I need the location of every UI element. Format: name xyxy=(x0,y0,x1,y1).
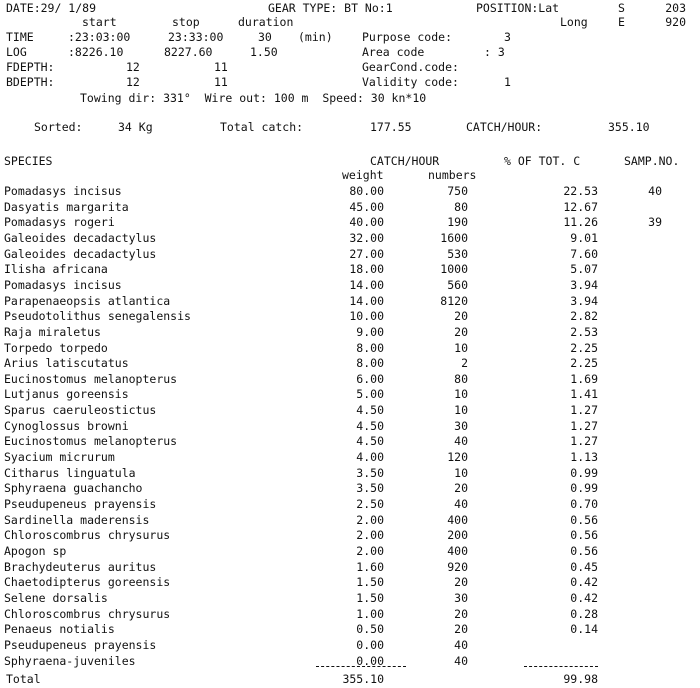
percent-value: 2.82 xyxy=(570,309,598,323)
log-distance: 1.50 xyxy=(250,45,278,59)
numbers-value: 80 xyxy=(454,372,468,386)
weight-value: 4.50 xyxy=(356,403,384,417)
weight-value: 4.50 xyxy=(356,419,384,433)
numbers-value: 20 xyxy=(454,309,468,323)
weight-value: 0.00 xyxy=(356,638,384,652)
percent-value: 11.26 xyxy=(563,215,598,229)
time-label: TIME xyxy=(6,30,34,44)
species-name: Parapenaeopsis atlantica xyxy=(4,294,171,308)
numbers-value: 1600 xyxy=(440,231,468,245)
weight-value: 0.50 xyxy=(356,622,384,636)
weight-value: 3.50 xyxy=(356,481,384,495)
weight-value: 40.00 xyxy=(349,215,384,229)
percent-value: 5.07 xyxy=(570,262,598,276)
area-code-label: Area code xyxy=(362,45,425,59)
percent-value: 1.69 xyxy=(570,372,598,386)
weight-value: 1.50 xyxy=(356,575,384,589)
weight-total-rule xyxy=(316,666,406,667)
percent-value: 0.56 xyxy=(570,544,598,558)
percent-value: 12.67 xyxy=(563,200,598,214)
species-name: Pomadasys rogeri xyxy=(4,215,115,229)
species-name: Sphyraena-juveniles xyxy=(4,654,136,668)
percent-value: 2.25 xyxy=(570,356,598,370)
numbers-value: 120 xyxy=(447,450,468,464)
species-name: Arius latiscutatus xyxy=(4,356,129,370)
numbers-value: 20 xyxy=(454,607,468,621)
area-code-value: : 3 xyxy=(484,45,505,59)
weight-value: 3.50 xyxy=(356,466,384,480)
long-value: 920 xyxy=(665,15,686,29)
species-name: Chaetodipterus goreensis xyxy=(4,575,171,589)
percent-value: 3.94 xyxy=(570,294,598,308)
species-name: Ilisha africana xyxy=(4,262,108,276)
total-label: Total xyxy=(6,672,41,686)
sample-no-value: 39 xyxy=(648,215,662,229)
numbers-value: 1000 xyxy=(440,262,468,276)
species-name: Dasyatis margarita xyxy=(4,200,129,214)
time-stop: 23:33:00 xyxy=(168,30,224,44)
species-name: Sardinella maderensis xyxy=(4,513,150,527)
weight-value: 14.00 xyxy=(349,278,384,292)
col-start-label: start xyxy=(82,15,117,29)
weight-value: 18.00 xyxy=(349,262,384,276)
species-name: Eucinostomus melanopterus xyxy=(4,434,178,448)
log-stop: 8227.60 xyxy=(164,45,213,59)
time-unit: (min) xyxy=(298,30,333,44)
numbers-value: 20 xyxy=(454,575,468,589)
total-weight: 355.10 xyxy=(342,672,384,686)
sample-no-column-header: SAMP.NO. xyxy=(624,154,680,168)
percent-value: 0.99 xyxy=(570,481,598,495)
lat-value: 203 xyxy=(665,1,686,15)
numbers-value: 200 xyxy=(447,528,468,542)
percent-value: 0.56 xyxy=(570,528,598,542)
numbers-value: 400 xyxy=(447,513,468,527)
species-name: Pseudupeneus prayensis xyxy=(4,497,157,511)
weight-value: 2.00 xyxy=(356,544,384,558)
percent-value: 0.56 xyxy=(570,513,598,527)
weight-value: 8.00 xyxy=(356,341,384,355)
species-name: Brachydeuterus auritus xyxy=(4,560,157,574)
weight-value: 4.00 xyxy=(356,450,384,464)
time-start: :23:03:00 xyxy=(68,30,131,44)
species-name: Pomadasys incisus xyxy=(4,278,122,292)
bdepth-stop: 11 xyxy=(214,75,228,89)
species-name: Apogon sp xyxy=(4,544,67,558)
col-stop-label: stop xyxy=(172,15,200,29)
numbers-value: 20 xyxy=(454,622,468,636)
numbers-value: 10 xyxy=(454,466,468,480)
percent-value: 1.27 xyxy=(570,434,598,448)
sorted-label: Sorted: xyxy=(34,120,83,134)
weight-value: 1.60 xyxy=(356,560,384,574)
pct-total-rule xyxy=(524,666,598,667)
percent-value: 0.28 xyxy=(570,607,598,621)
numbers-subheader: numbers xyxy=(428,168,477,182)
percent-value: 0.70 xyxy=(570,497,598,511)
species-name: Sphyraena guachancho xyxy=(4,481,143,495)
weight-value: 10.00 xyxy=(349,309,384,323)
species-name: Lutjanus goreensis xyxy=(4,387,129,401)
percent-value: 1.41 xyxy=(570,387,598,401)
numbers-value: 190 xyxy=(447,215,468,229)
species-name: Syacium micrurum xyxy=(4,450,115,464)
total-catch-label: Total catch: xyxy=(220,120,304,134)
purpose-code-value: 3 xyxy=(504,30,511,44)
fdepth-stop: 11 xyxy=(214,60,228,74)
species-name: Pseudotolithus senegalensis xyxy=(4,309,191,323)
log-start: :8226.10 xyxy=(68,45,124,59)
catch-hour-column-header: CATCH/HOUR xyxy=(370,154,440,168)
percent-value: 0.45 xyxy=(570,560,598,574)
weight-value: 80.00 xyxy=(349,184,384,198)
weight-value: 2.00 xyxy=(356,528,384,542)
species-name: Eucinostomus melanopterus xyxy=(4,372,178,386)
numbers-value: 30 xyxy=(454,591,468,605)
numbers-value: 10 xyxy=(454,387,468,401)
numbers-value: 20 xyxy=(454,325,468,339)
col-duration-label: duration xyxy=(238,15,294,29)
percent-value: 1.27 xyxy=(570,403,598,417)
weight-value: 1.50 xyxy=(356,591,384,605)
log-label: LOG xyxy=(6,45,27,59)
fdepth-label: FDEPTH: xyxy=(6,60,55,74)
species-name: Penaeus notialis xyxy=(4,622,115,636)
percent-value: 2.25 xyxy=(570,341,598,355)
weight-value: 2.00 xyxy=(356,513,384,527)
gearcond-code-label: GearCond.code: xyxy=(362,60,459,74)
species-column-header: SPECIES xyxy=(4,154,53,168)
species-name: Torpedo torpedo xyxy=(4,341,108,355)
species-name: Chloroscombrus chrysurus xyxy=(4,607,171,621)
numbers-value: 530 xyxy=(447,247,468,261)
total-catch-value: 177.55 xyxy=(370,120,412,134)
sample-no-value: 40 xyxy=(648,184,662,198)
weight-value: 8.00 xyxy=(356,356,384,370)
species-name: Raja miraletus xyxy=(4,325,101,339)
percent-value: 3.94 xyxy=(570,278,598,292)
species-name: Pseudupeneus prayensis xyxy=(4,638,157,652)
percent-value: 22.53 xyxy=(563,184,598,198)
species-name: Citharus linguatula xyxy=(4,466,136,480)
long-hemisphere: E xyxy=(618,15,625,29)
weight-value: 45.00 xyxy=(349,200,384,214)
numbers-value: 560 xyxy=(447,278,468,292)
species-name: Chloroscombrus chrysurus xyxy=(4,528,171,542)
total-percent: 99.98 xyxy=(563,672,598,686)
numbers-value: 40 xyxy=(454,434,468,448)
percent-value: 2.53 xyxy=(570,325,598,339)
numbers-value: 400 xyxy=(447,544,468,558)
bdepth-label: BDEPTH: xyxy=(6,75,55,89)
weight-value: 2.50 xyxy=(356,497,384,511)
weight-value: 6.00 xyxy=(356,372,384,386)
species-name: Selene dorsalis xyxy=(4,591,108,605)
lat-hemisphere: S xyxy=(618,1,625,15)
percent-value: 0.14 xyxy=(570,622,598,636)
date-label: DATE:29/ 1/89 xyxy=(6,1,97,15)
species-name: Cynoglossus browni xyxy=(4,419,129,433)
catch-hour-label: CATCH/HOUR: xyxy=(466,120,543,134)
purpose-code-label: Purpose code: xyxy=(362,30,453,44)
species-name: Galeoides decadactylus xyxy=(4,231,157,245)
validity-code-value: 1 xyxy=(504,75,511,89)
gear-type-label: GEAR TYPE: BT No:1 xyxy=(268,1,393,15)
numbers-value: 30 xyxy=(454,419,468,433)
species-name: Pomadasys incisus xyxy=(4,184,122,198)
percent-value: 1.27 xyxy=(570,419,598,433)
weight-subheader: weight xyxy=(342,168,384,182)
numbers-value: 10 xyxy=(454,341,468,355)
percent-value: 0.99 xyxy=(570,466,598,480)
position-label: POSITION:Lat xyxy=(476,1,560,15)
numbers-value: 8120 xyxy=(440,294,468,308)
weight-value: 5.00 xyxy=(356,387,384,401)
weight-value: 32.00 xyxy=(349,231,384,245)
numbers-value: 750 xyxy=(447,184,468,198)
percent-value: 0.42 xyxy=(570,591,598,605)
weight-value: 1.00 xyxy=(356,607,384,621)
percent-value: 1.13 xyxy=(570,450,598,464)
catch-hour-value: 355.10 xyxy=(608,120,650,134)
percent-value: 0.42 xyxy=(570,575,598,589)
weight-value: 0.00 xyxy=(356,654,384,668)
percent-value: 9.01 xyxy=(570,231,598,245)
species-name: Sparus caeruleostictus xyxy=(4,403,157,417)
bdepth-start: 12 xyxy=(126,75,140,89)
numbers-value: 2 xyxy=(461,356,468,370)
percent-value: 7.60 xyxy=(570,247,598,261)
weight-value: 14.00 xyxy=(349,294,384,308)
time-duration: 30 xyxy=(258,30,272,44)
long-label: Long xyxy=(560,15,588,29)
weight-value: 9.00 xyxy=(356,325,384,339)
numbers-value: 40 xyxy=(454,654,468,668)
numbers-value: 40 xyxy=(454,497,468,511)
numbers-value: 80 xyxy=(454,200,468,214)
sorted-value: 34 Kg xyxy=(118,120,153,134)
towing-line: Towing dir: 331° Wire out: 100 m Speed: 30 kn*10 xyxy=(80,91,427,105)
validity-code-label: Validity code: xyxy=(362,75,459,89)
weight-value: 27.00 xyxy=(349,247,384,261)
numbers-value: 10 xyxy=(454,403,468,417)
species-name: Galeoides decadactylus xyxy=(4,247,157,261)
fdepth-start: 12 xyxy=(126,60,140,74)
weight-value: 4.50 xyxy=(356,434,384,448)
numbers-value: 40 xyxy=(454,638,468,652)
numbers-value: 20 xyxy=(454,481,468,495)
pct-total-column-header: % OF TOT. C xyxy=(504,154,581,168)
numbers-value: 920 xyxy=(447,560,468,574)
